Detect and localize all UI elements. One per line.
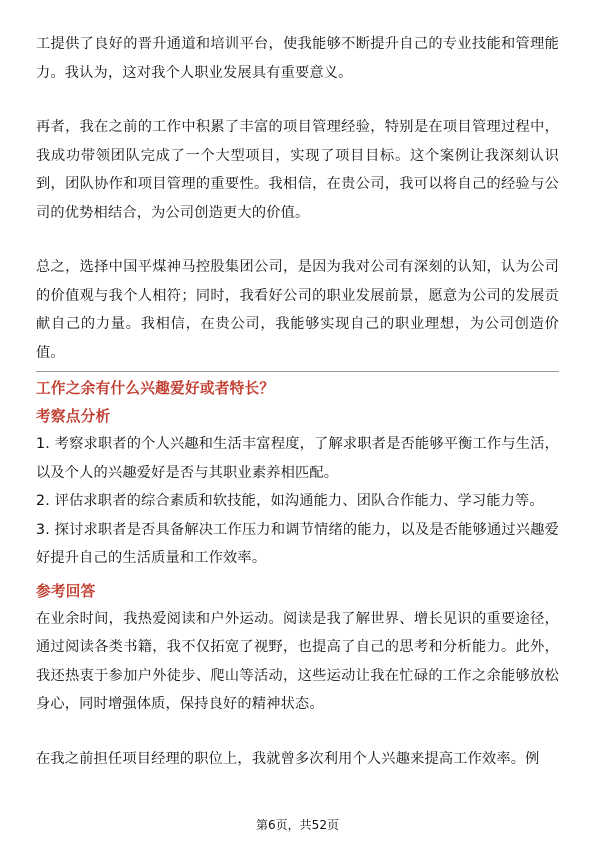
list-item: 3. 探讨求职者是否具备解决工作压力和调节情绪的能力，以及是否能够通过兴趣爱好提升自己的生活质量和工作效率。 [36, 521, 559, 566]
section-divider [36, 371, 559, 372]
answer-paragraph-hobbies: 在业余时间，我热爱阅读和户外运动。阅读是我了解世界、增长见识的重要途径，通过阅读各类书籍，我不仅拓宽了视野，也提高了自己的思考和分析能力。此外，我还热衷于参加户外徒步、爬山等活动，这些运动让我在忙碌的工作之余能够放松身心，同时增强体质，保持良好的精神状态。 [36, 610, 559, 712]
analysis-list [36, 430, 559, 573]
list-item: 2. 评估求职者的综合素质和软技能，如沟通能力、团队合作能力、学习能力等。 [36, 493, 544, 509]
interview-question: 工作之余有什么兴趣爱好或者特长？ [36, 380, 275, 397]
analysis-heading: 考察点分析 [36, 408, 111, 425]
paragraph-conclusion: 总之，选择中国平煤神马控股集团公司，是因为我对公司有深刻的认知，认为公司的价值观与我个人相符；同时，我看好公司的职业发展前景，愿意为公司的发展贡献自己的力量。我相信，在贵公司，我能够实现自己的职业理想，为公司创造价值。 [36, 259, 559, 361]
paragraph-experience: 再者，我在之前的工作中积累了丰富的项目管理经验，特别是在项目管理过程中，我成功带领团队完成了一个大型项目，实现了项目目标。这个案例让我深刻认识到，团队协作和项目管理的重要性。我相信，在贵公司，我可以将自己的经验与公司的优势相结合，为公司创造更大的价值。 [36, 119, 559, 221]
answer-paragraph-example: 在我之前担任项目经理的职位上，我就曾多次利用个人兴趣来提高工作效率。例 [36, 750, 540, 767]
list-item: 1. 考察求职者的个人兴趣和生活丰富程度，了解求职者是否能够平衡工作与生活，以及个人的兴趣爱好是否与其职业素养相匹配。 [36, 436, 559, 481]
answer-heading: 参考回答 [36, 582, 96, 600]
paragraph-opportunity: 工提供了良好的晋升通道和培训平台，使我能够不断提升自己的专业技能和管理能力。我认为，这对我个人职业发展具有重要意义。 [36, 36, 559, 81]
page-number: 第6页，共52页 [256, 818, 339, 832]
